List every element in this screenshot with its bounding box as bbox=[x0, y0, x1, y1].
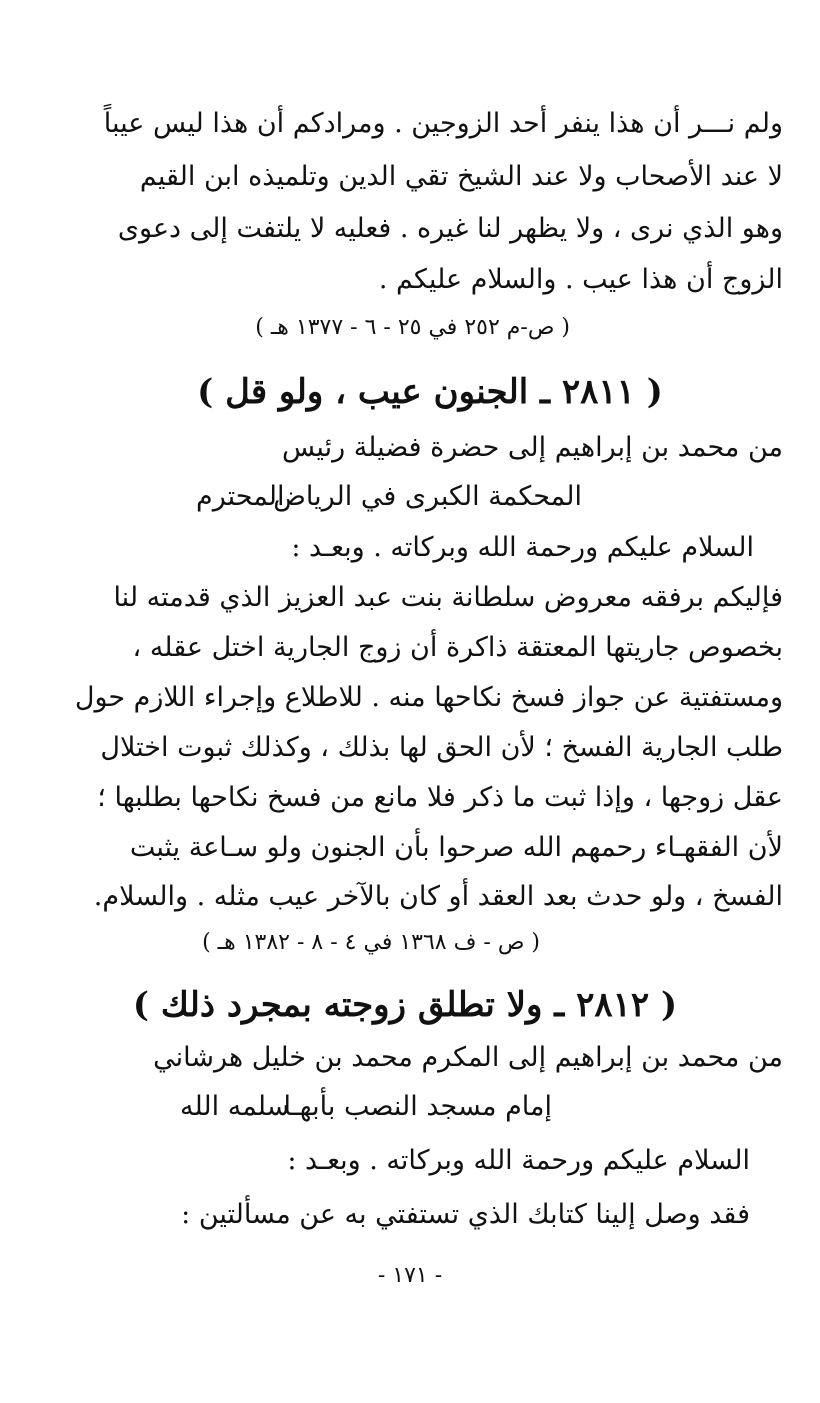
section-2812-greeting: السلام عليكم ورحمة الله وبركاته . وبعـد : bbox=[287, 1145, 750, 1176]
section-2812-address-2: إمام مسجد النصب بأبهـا bbox=[283, 1091, 552, 1122]
intro-line-3: وهو الذي نرى ، ولا يظهر لنا غيره . فعليه لا يلتفت إلى دعوى bbox=[117, 213, 783, 244]
intro-reference: ( ص-م ٢٥٢ في ٢٥ - ٦ - ١٣٧٧ هـ ) bbox=[255, 315, 570, 340]
section-2811-greeting: السلام عليكم ورحمة الله وبركاته . وبعـد : bbox=[291, 532, 754, 563]
section-2811-address-3: المحترم bbox=[196, 481, 285, 512]
intro-line-2: لا عند الأصحاب ولا عند الشيخ تقي الدين وتلميذه ابن القيم bbox=[139, 161, 783, 192]
section-2811-heading: ( ٢٨١١ ـ الجنون عيب ، ولو قل ) bbox=[197, 372, 663, 412]
section-2812-address-3: سلمه الله bbox=[180, 1091, 290, 1122]
section-2811-body-line-6: لأن الفقهـاء رحمهم الله صرحوا بأن الجنون ولو سـاعة يثبت bbox=[129, 832, 783, 863]
section-2811-body-line-3: ومستفتية عن جواز فسخ نكاحها منه . للاطلاع وإجراء اللازم حول bbox=[74, 682, 783, 713]
section-2811-body-line-2: بخصوص جاريتها المعتقة ذاكرة أن زوج الجارية اختل عقله ، bbox=[132, 632, 783, 663]
section-2811-address-2: المحكمة الكبرى في الرياض bbox=[273, 481, 582, 512]
section-2811-body-line-1: فإليكم برفقه معروض سلطانة بنت عبد العزيز الذي قدمته لنا bbox=[113, 582, 783, 613]
section-2812-body-line-1: فقد وصل إلينا كتابك الذي تستفتي به عن مسألتين : bbox=[181, 1199, 750, 1230]
section-2811-address-1: من محمد بن إبراهيم إلى حضرة فضيلة رئيس bbox=[282, 432, 783, 463]
intro-line-4: الزوج أن هذا عيب . والسلام عليكم . bbox=[378, 264, 783, 295]
section-2811-body-line-5: عقل زوجها ، وإذا ثبت ما ذكر فلا مانع من فسخ نكاحها بطلبها ؛ bbox=[97, 782, 783, 813]
section-2812-address-1: من محمد بن إبراهيم إلى المكرم محمد بن خليل هرشاني bbox=[153, 1042, 783, 1073]
section-2811-body-line-4: طلب الجارية الفسخ ؛ لأن الحق لها بذلك ، وكذلك ثبوت اختلال bbox=[100, 732, 783, 763]
section-2812-heading: ( ٢٨١٢ ـ ولا تطلق زوجته بمجرد ذلك ) bbox=[132, 985, 678, 1025]
intro-line-1: ولم نـــر أن هذا ينفر أحد الزوجين . ومرادكم أن هذا ليس عيباً bbox=[103, 108, 783, 139]
section-2811-body-line-7: الفسخ ، ولو حدث بعد العقد أو كان بالآخر عيب مثله . والسلام. bbox=[93, 881, 783, 912]
page-number: - ١٧١ - bbox=[377, 1263, 443, 1288]
section-2811-reference: ( ص - ف ١٣٦٨ في ٤ - ٨ - ١٣٨٢ هـ ) bbox=[202, 930, 540, 955]
